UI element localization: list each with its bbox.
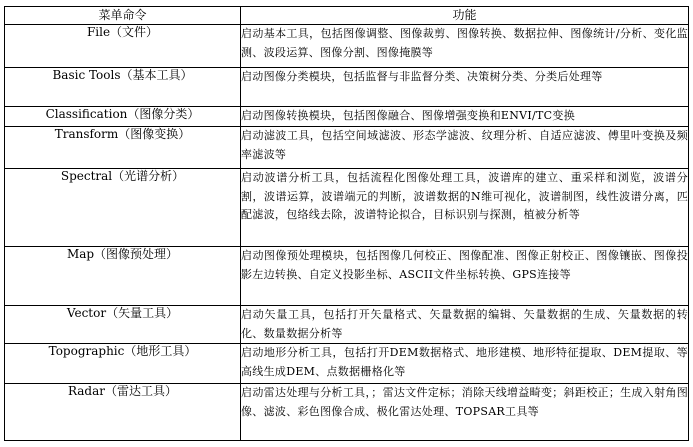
function-cell: 启动图像预处理模块，包括图像几何校正、图像配准、图像正射校正、图像镶嵌、图像投影左边转换、自定义投影坐标、ASCII文件坐标转换、GPS连接等: [241, 247, 689, 306]
function-cell: 启动图像分类模块，包括监督与非监督分类、决策树分类、分类后处理等: [241, 68, 689, 107]
table-row: [5, 306, 689, 344]
command-cell: File（文件）: [5, 25, 241, 68]
command-cell: Topographic（地形工具）: [5, 344, 241, 384]
command-cell: Transform（图像变换）: [5, 127, 241, 169]
table-header-row: [5, 7, 689, 25]
function-cell: 启动波谱分析工具，包括流程化图像处理工具，波谱库的建立、重采样和浏览，波谱分割，波谱运算，波谱端元的判断，波谱数据的N维可视化，波谱制图，线性波谱分离，匹配滤波，包络线去除，波谱特论拟合，目标识别与探测，植被分析等: [241, 169, 689, 247]
table-row: [5, 25, 689, 68]
header-function: 功能: [241, 7, 689, 25]
command-cell: Map（图像预处理）: [5, 247, 241, 306]
command-cell: Spectral（光谱分析）: [5, 169, 241, 247]
function-cell: 启动矢量工具，包括打开矢量格式、矢量数据的编辑、矢量数据的生成、矢量数据的转化、数量数据分析等: [241, 306, 689, 344]
table-row: [5, 68, 689, 107]
function-cell: 启动滤波工具，包括空间域滤波、形态学滤波、纹理分析、自适应滤波、傅里叶变换及频率滤波等: [241, 127, 689, 169]
table-row: [5, 107, 689, 127]
command-cell: Basic Tools（基本工具）: [5, 68, 241, 107]
command-cell: Radar（雷达工具）: [5, 384, 241, 441]
header-menu-command: 菜单命令: [5, 7, 241, 25]
function-cell: 启动基本工具，包括图像调整、图像裁剪、图像转换、数据拉伸、图像统计/分析、变化监测、波段运算、图像分割、图像掩膜等: [241, 25, 689, 68]
table-row: [5, 169, 689, 247]
table-row: [5, 344, 689, 384]
function-cell: 启动地形分析工具，包括打开DEM数据格式、地形建模、地形特征提取、DEM提取、等高线生成DEM、点数据栅格化等: [241, 344, 689, 384]
table-row: [5, 247, 689, 306]
command-cell: Vector（矢量工具）: [5, 306, 241, 344]
menu-command-table: [4, 6, 689, 441]
function-cell: 启动图像转换模块，包括图像融合、图像增强变换和ENVI/TC变换: [241, 107, 689, 127]
table-row: [5, 384, 689, 441]
command-cell: Classification（图像分类）: [5, 107, 241, 127]
function-cell: 启动雷达处理与分析工具，；雷达文件定标；消除天线增益畸变；斜距校正；生成入射角图像、滤波、彩色图像合成、极化雷达处理、TOPSAR工具等: [241, 384, 689, 441]
table-row: [5, 127, 689, 169]
